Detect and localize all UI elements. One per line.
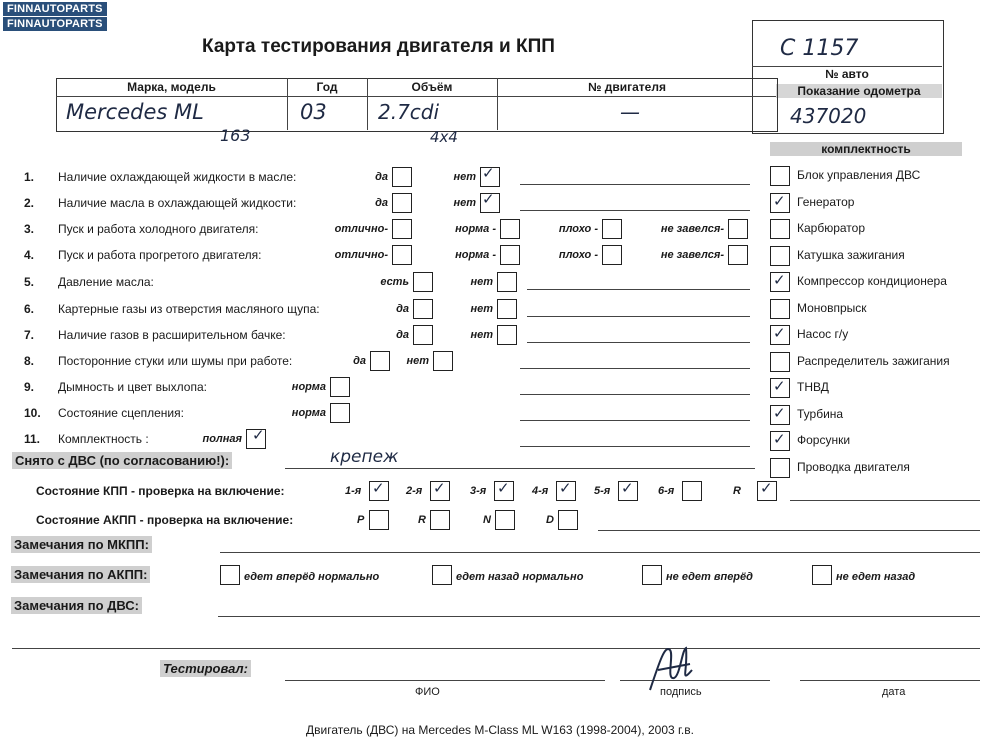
akpp-label: Состояние АКПП - проверка на включение: [36, 513, 294, 527]
volume-sub-value: 4x4 [430, 128, 458, 146]
model-value: Mercedes ML [66, 100, 204, 124]
akpp-gear-label: D [546, 514, 554, 526]
question-number: 5. [24, 275, 35, 289]
option-checkbox[interactable] [392, 193, 412, 213]
option-label: отлично- [334, 249, 388, 261]
removed-value: крепеж [330, 447, 399, 467]
akpp-gear-checkbox[interactable] [495, 510, 515, 530]
option-label: отлично- [334, 223, 388, 235]
option-label: норма [291, 381, 326, 393]
option-label: не завелся- [660, 249, 724, 261]
check-mark: ✓ [773, 272, 786, 289]
akpp-remark-checkbox[interactable] [432, 565, 452, 585]
akpp-remark-checkbox[interactable] [812, 565, 832, 585]
signature-label: подпись [660, 686, 702, 698]
remarks-mkpp-label: Замечания по МКПП: [11, 536, 152, 553]
option-checkbox[interactable] [728, 219, 748, 239]
question-text: Пуск и работа холодного двигателя: [58, 222, 259, 236]
option-label: да [396, 329, 409, 341]
check-mark: ✓ [773, 325, 786, 342]
kit-checkbox[interactable] [770, 299, 790, 319]
akpp-gear-label: R [418, 514, 426, 526]
tested-label: Тестировал: [160, 660, 251, 677]
option-label: полная [202, 433, 242, 445]
kpp-gear-label: 2-я [406, 485, 423, 497]
kit-item: Форсунки [797, 433, 851, 447]
option-checkbox[interactable] [433, 351, 453, 371]
kit-item: Проводка двигателя [797, 459, 910, 474]
question-number: 9. [24, 380, 35, 394]
kit-item: Катушка зажигания [797, 247, 905, 262]
fio-label: ФИО [415, 686, 440, 698]
option-label: нет [470, 303, 493, 315]
kit-item: ТНВД [797, 380, 829, 394]
kit-item: Блок управления ДВС [797, 168, 921, 182]
kit-item: Насос г/у [797, 327, 849, 341]
col-volume: Объём [411, 80, 453, 94]
check-mark: ✓ [252, 427, 265, 444]
question-number: 2. [24, 196, 35, 210]
odometer-label: Показание одометра [776, 84, 942, 98]
option-label: плохо - [558, 223, 598, 235]
question-number: 6. [24, 302, 35, 316]
kpp-label: Состояние КПП - проверка на включение: [36, 484, 285, 498]
check-mark: ✓ [773, 404, 786, 422]
kit-item: Карбюратор [797, 221, 866, 235]
date-label: дата [882, 686, 906, 698]
kit-item: Компрессор кондиционера [797, 274, 947, 288]
question-text: Дымность и цвет выхлопа: [58, 380, 207, 394]
kpp-gear-label: R [733, 485, 741, 497]
option-checkbox[interactable] [500, 245, 520, 265]
akpp-gear-checkbox[interactable] [558, 510, 578, 530]
kpp-gear-label: 4-я [532, 485, 549, 497]
col-year: Год [316, 80, 338, 94]
check-mark: ✓ [482, 191, 495, 208]
option-label: нет [406, 355, 429, 367]
kpp-gear-label: 6-я [658, 485, 675, 497]
remarks-akpp-label: Замечания по АКПП: [11, 566, 150, 583]
check-mark: ✓ [760, 480, 773, 497]
question-text: Наличие охлаждающей жидкости в масле: [58, 170, 297, 184]
volume-value: 2.7cdi [378, 100, 440, 124]
kit-title: комплектность [770, 142, 962, 156]
option-label: да [375, 171, 388, 183]
akpp-remark-label: не едет назад [836, 571, 916, 583]
form-title: Карта тестирования двигателя и КПП [202, 36, 555, 57]
akpp-remark-checkbox[interactable] [642, 565, 662, 585]
question-text: Наличие масла в охлаждающей жидкости: [58, 196, 297, 210]
check-mark: ✓ [482, 165, 495, 182]
akpp-remark-label: едет вперёд нормально [244, 571, 380, 583]
akpp-gear-label: P [357, 514, 365, 526]
option-label: нет [470, 329, 493, 341]
kpp-gear-label: 1-я [345, 485, 362, 497]
option-label: да [353, 355, 366, 367]
check-mark: ✓ [372, 480, 385, 497]
check-mark: ✓ [497, 480, 510, 497]
option-checkbox[interactable] [497, 272, 517, 292]
akpp-remark-checkbox[interactable] [220, 565, 240, 585]
auto-code-handwritten: C 1157 [780, 36, 859, 61]
akpp-gear-checkbox[interactable] [430, 510, 450, 530]
option-checkbox[interactable] [497, 299, 517, 319]
kit-item: Распределитель зажигания [797, 353, 950, 368]
option-checkbox[interactable] [330, 377, 350, 397]
akpp-gear-label: N [483, 514, 491, 526]
check-mark: ✓ [773, 192, 786, 210]
question-number: 4. [24, 248, 35, 262]
kit-checkbox[interactable] [770, 458, 790, 478]
model-sub-value: 163 [220, 126, 251, 145]
option-checkbox[interactable] [392, 219, 412, 239]
question-number: 1. [24, 170, 35, 184]
auto-no-label: № авто [825, 67, 869, 81]
kit-checkbox[interactable] [770, 166, 790, 186]
question-text: Посторонние стуки или шумы при работе: [58, 354, 293, 368]
option-checkbox[interactable] [728, 245, 748, 265]
akpp-gear-checkbox[interactable] [369, 510, 389, 530]
removed-label: Снято с ДВС (по согласованию!): [12, 452, 232, 469]
question-text: Давление масла: [58, 275, 154, 289]
option-label: нет [453, 197, 476, 209]
col-model: Марка, модель [127, 80, 216, 94]
option-label: да [396, 303, 409, 315]
option-label: норма [291, 407, 326, 419]
option-label: не завелся- [660, 223, 724, 235]
engine-no-value: — [620, 100, 640, 124]
akpp-remark-label: не едет вперёд [666, 571, 753, 583]
option-label: нет [470, 276, 493, 288]
kit-checkbox[interactable] [770, 352, 790, 372]
question-number: 7. [24, 328, 35, 342]
kit-item: Генератор [797, 194, 855, 209]
option-label: плохо - [558, 249, 598, 261]
question-text: Картерные газы из отверстия масляного щупа: [58, 302, 320, 316]
kit-item: Турбина [797, 406, 844, 421]
year-value: 03 [300, 100, 327, 124]
option-label: норма - [455, 223, 496, 235]
watermark-line-2: FINNAUTOPARTS [3, 17, 107, 31]
option-label: есть [380, 276, 409, 288]
question-number: 10. [24, 406, 41, 420]
odometer-value: 437020 [790, 104, 867, 128]
question-text: Пуск и работа прогретого двигателя: [58, 248, 262, 262]
kit-checkbox[interactable] [770, 219, 790, 239]
check-mark: ✓ [621, 480, 634, 497]
kpp-gear-label: 3-я [470, 485, 487, 497]
option-label: норма - [455, 249, 496, 261]
option-label: нет [453, 171, 476, 183]
check-mark: ✓ [433, 480, 446, 497]
option-checkbox[interactable] [392, 245, 412, 265]
question-text: Состояние сцепления: [58, 406, 184, 420]
check-mark: ✓ [559, 480, 572, 497]
kpp-gear-checkbox[interactable] [682, 481, 702, 501]
check-mark: ✓ [773, 431, 786, 448]
question-number: 8. [24, 354, 35, 368]
option-checkbox[interactable] [392, 167, 412, 187]
question-text: Комплектность : [58, 432, 149, 446]
signature-scribble [640, 640, 700, 696]
option-label: да [375, 197, 388, 209]
kit-checkbox[interactable] [770, 246, 790, 266]
question-text: Наличие газов в расширительном бачке: [58, 328, 286, 342]
col-engine-no: № двигателя [588, 80, 666, 94]
page-caption: Двигатель (ДВС) на Mercedes M-Class ML W163 (1998-2004), 2003 г.в. [306, 723, 694, 737]
question-number: 3. [24, 222, 35, 236]
remarks-dvs-label: Замечания по ДВС: [11, 597, 142, 614]
akpp-remark-label: едет назад нормально [456, 571, 584, 583]
option-checkbox[interactable] [497, 325, 517, 345]
option-checkbox[interactable] [330, 403, 350, 423]
kpp-gear-label: 5-я [594, 485, 611, 497]
kit-item: Моновпрыск [797, 300, 867, 315]
option-checkbox[interactable] [500, 219, 520, 239]
check-mark: ✓ [773, 378, 786, 395]
watermark-line-1: FINNAUTOPARTS [3, 2, 107, 16]
question-number: 11. [24, 432, 41, 446]
